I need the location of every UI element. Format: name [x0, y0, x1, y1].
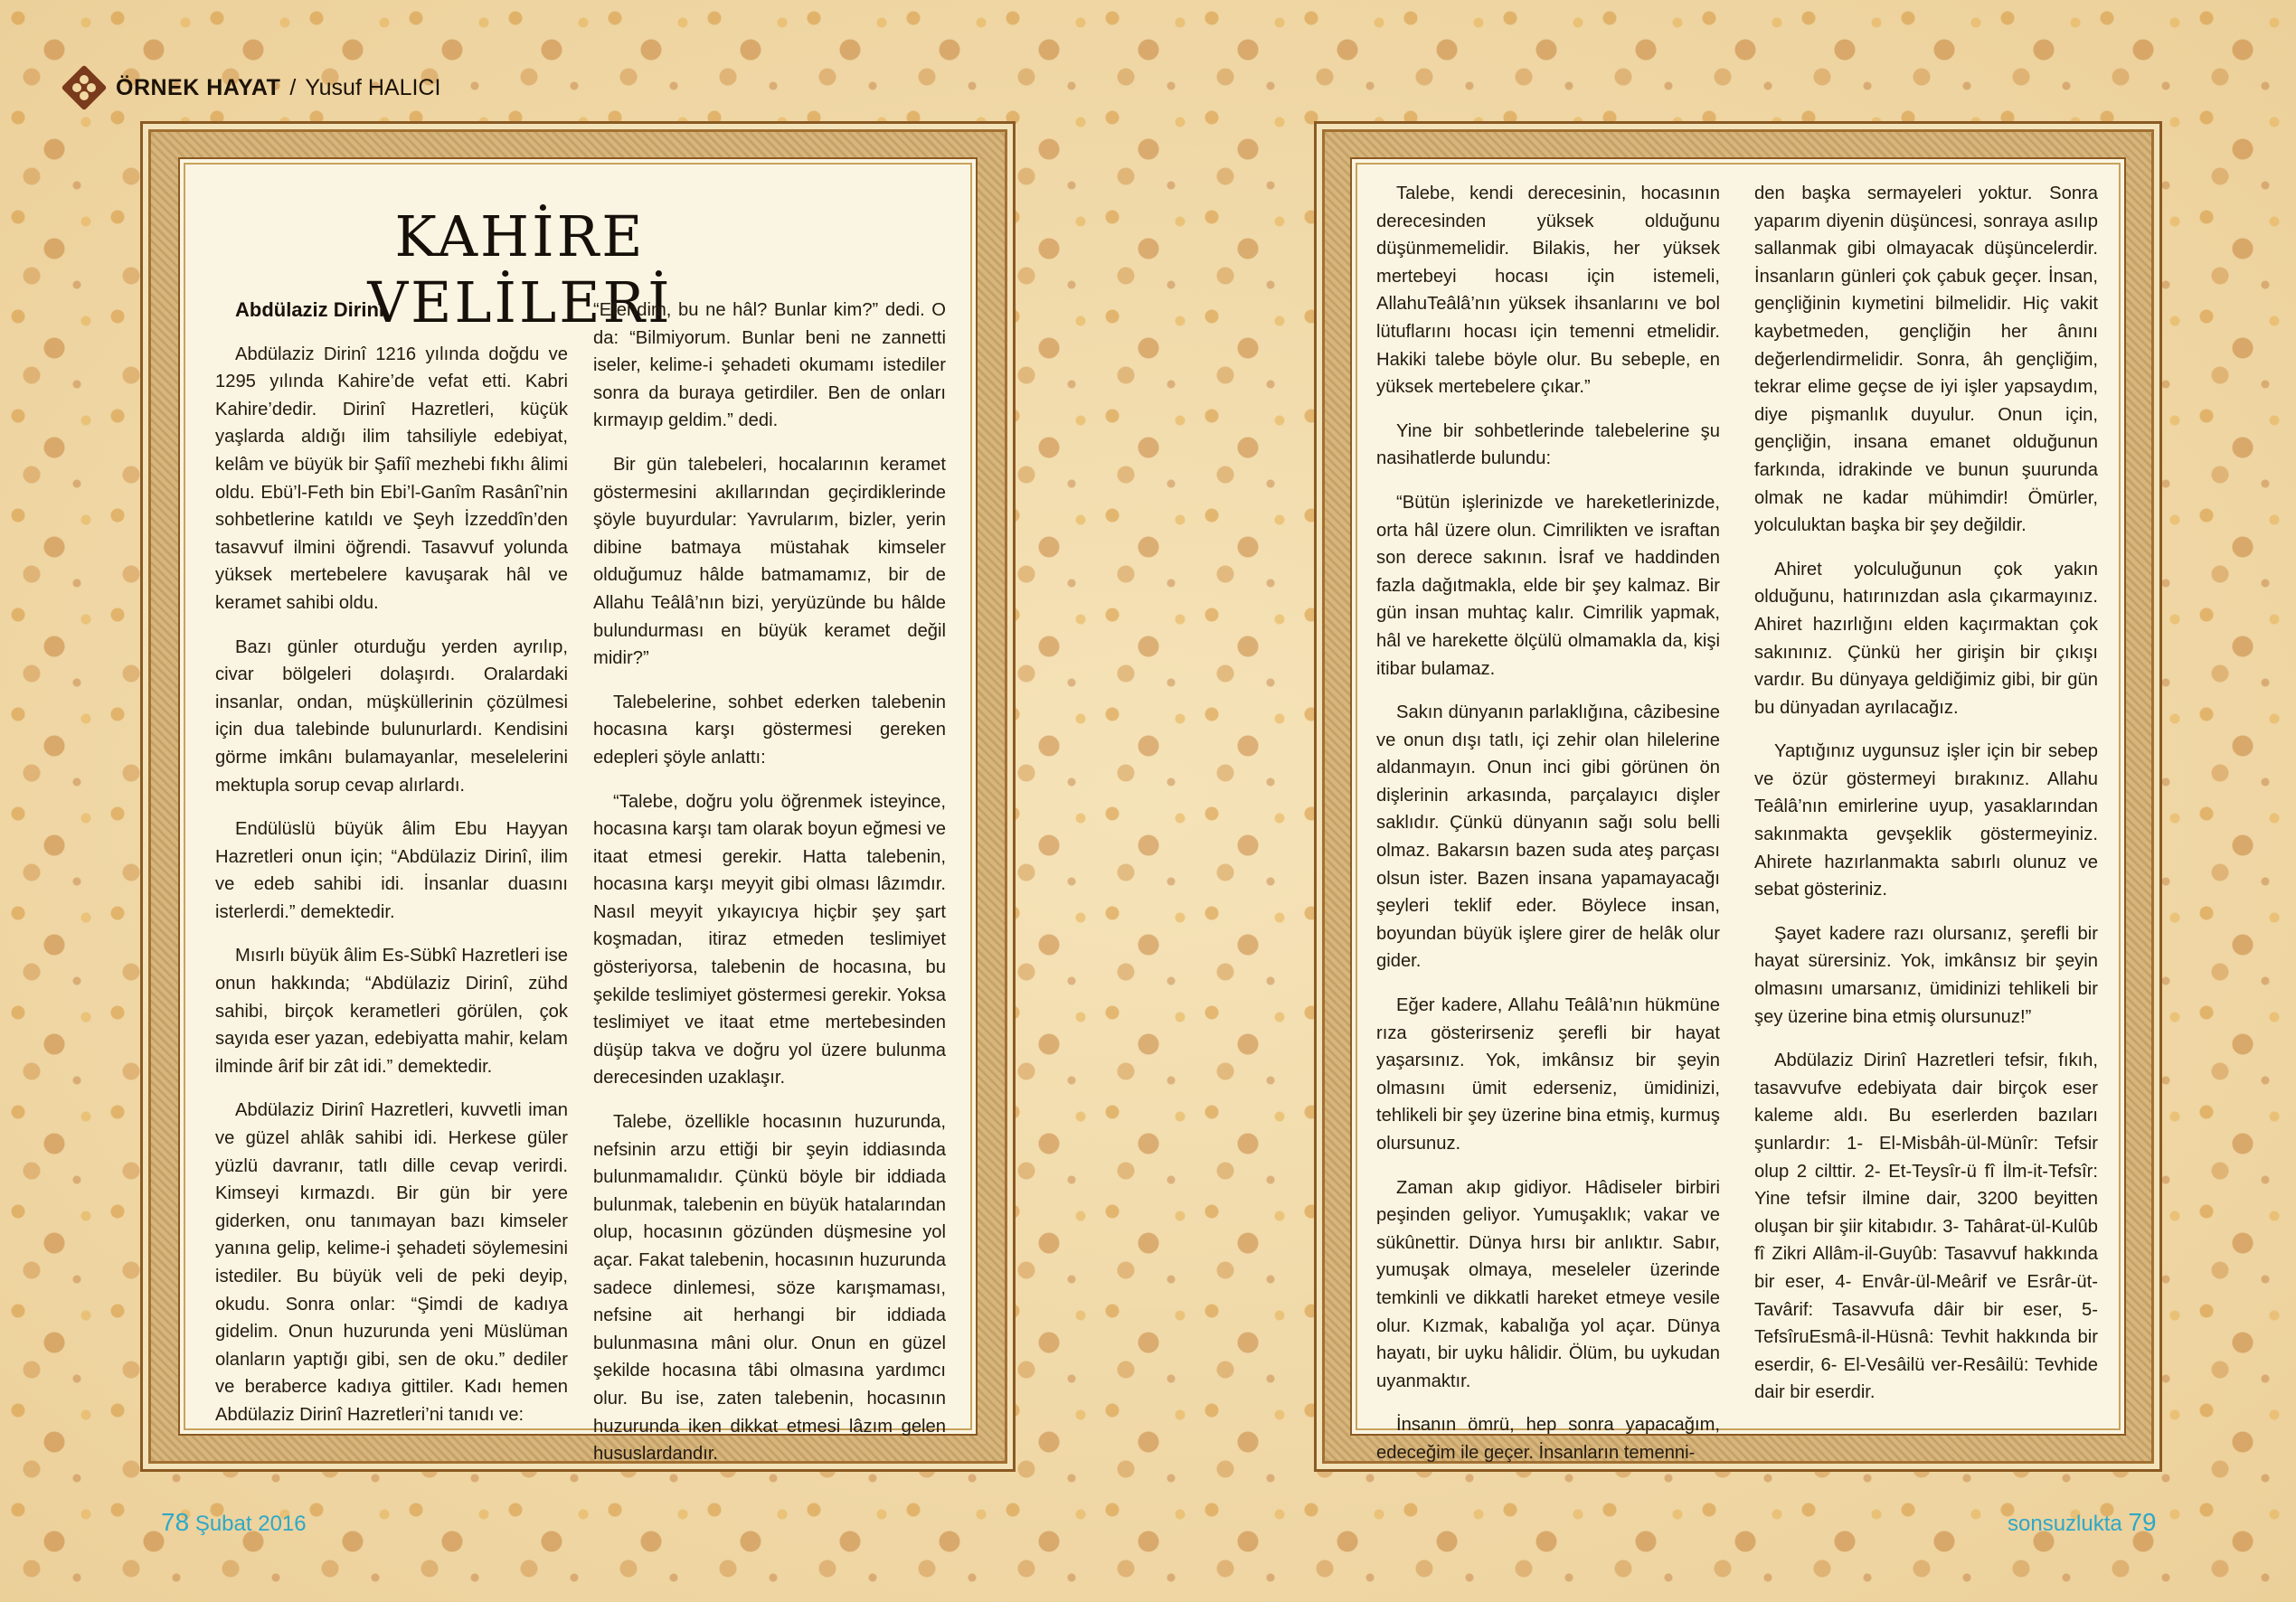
paragraph: Yine bir sohbetlerinde talebelerine şu nasihatlerde bulundu:	[1376, 420, 1720, 469]
text-column-3	[1376, 180, 1720, 1484]
text-column-1	[215, 297, 568, 1446]
footer-left	[161, 1508, 307, 1537]
paragraph: Abdülaziz Dirinî Hazretleri tefsir, fıkıh, tasavvufve edebiyata dair birçok eser kaleme aldı. Bu eserlerden bazıları şunlardır: 1- El-Misbâh-ül-Münîr: Tefsir olup 2 cilttir. 2- Et-Teysîr-ü fî İlm-it-Tefsîr: Yine tefsir ilmine dair, 3200 beyitten oluşan bir şiir kitabıdır. 3- Tahârat-ül-Kulûb fî Zikri Allâm-il-Guyûb: Tasavvuf hakkında bir eser, 4- Envâr-ül-Meârif ve Esrâr-üt-Tavârif: Tasavvufa dâir bir eser, 5- TefsîruEsmâ-il-Hüsnâ: Tevhit hakkında bir eserdir, 6- El-Vesâilü ver-Resâilü: Tevhide dair bir eserdir.	[1754, 1051, 2098, 1403]
page-header	[61, 65, 440, 110]
text-column-2	[593, 297, 946, 1484]
page-number-right: 79	[2128, 1508, 2157, 1536]
paragraph: Mısırlı büyük âlim Es-Sübkî Hazretleri ise onun hakkında; “Abdülaziz Dirinî, zühd sahibi, birçok kerametleri görülen, çok sayıda eser yazan, edebiyatta mahir, kelam ilminde ârif bir zât idi.” demektedir.	[215, 946, 568, 1077]
paragraph: Bir gün talebeleri, hocalarının keramet göstermesini akıllarından geçirdiklerinde şöyle buyurdular: Yavrularım, bizler, yerin dibine batmaya müstahak kimseler olduğumuz hâlde batmamamız, bir de Allahu Teâlâ’nın bizi, yeryüzünde bu hâlde bulundurması en büyük keramet değil midir?”	[593, 454, 946, 669]
paragraph: “Bütün işlerinizde ve hareketlerinizde, orta hâl üzere olun. Cimrilikten ve israftan son derece sakının. İsraf ve haddinden fazla dağıtmakla, elde bir şey kalmaz. Bir gün insan muhtaç kalır. Cimrilik yapmak, hâl ve harekette ölçülü olmamakla da, kişi itibar bulamaz.	[1376, 492, 1720, 679]
paragraph: den başka sermayeleri yoktur. Sonra yaparım diyenin düşüncesi, sonraya asılıp sallanmak gibi olmayacak düşüncelerdir. İnsanların günleri çok çabuk geçer. İnsan, gençliğinin kıymetini bilmelidir. Hiç vakit kaybetmeden, gençliğin her ânını değerlendirmelidir. Sonra, âh gençliğim, tekrar elime geçse de iyi işler yapsaydım, diye pişmanlık duyulur. Onun için, gençliğin, insana emanet olduğunun farkında, idrakinde ve bunun şuurunda olmak ne kadar mühimdir! Ömürler, yolculuktan başka bir şey değildir.	[1754, 184, 2098, 536]
article-subtitle: Abdülaziz Dirinî	[235, 298, 384, 321]
magazine-label: sonsuzlukta	[2008, 1512, 2122, 1536]
paragraph: Talebe, özellikle hocasının huzurunda, nefsinin arzu ettiği bir şeyin iddiasında bulunmamalıdır. Çünkü böyle bir iddiada bulunmak, talebenin en büyük hatalarından olup, hocasının gözünden düşmesine yol açar. Fakat talebenin, hocasının huzurunda sadece dinlemesi, söze karışmaması, nefsine ait herhangi bir iddiada bulunmasına mâni olur. Onun en güzel şekilde hocasına tâbi olmasına yardımcı olur. Bu ise, zaten talebenin, hocasının huzurunda iken dikkat etmesi lâzım gelen hususlardandır.	[593, 1112, 946, 1465]
paragraph: Talebelerine, sohbet ederken talebenin hocasına karşı göstermesi gereken edepleri şöyle anlattı:	[593, 692, 946, 768]
article-title: KAHİRE VELİLERİ	[367, 203, 673, 335]
paragraph: Endülüslü büyük âlim Ebu Hayyan Hazretleri onun için; “Abdülaziz Dirinî, ilim ve edeb sahibi idi. İnsanlar duasını isterlerdi.” demektedir.	[215, 819, 568, 922]
author-name: Yusuf HALICI	[305, 74, 441, 100]
paragraph: “Talebe, doğru yolu öğrenmek isteyince, hocasına karşı tam olarak boyun eğmesi ve itaat etmesi gerekir. Hatta talebenin, hocasına karşı meyyit gibi olması lâzımdır. Nasıl meyyit yıkayıcıya hiçbir şey şart koşmadan, itiraz etmeden teslimiyet gösteriyorsa, talebenin de hocasına, bu şekilde teslimiyet göstermesi gerekir. Yoksa teslimiyet ve itaat etme mertebesinden düşüp takva ve doğru yol üzere bulunma derecesinden uzaklaşır.	[593, 791, 946, 1088]
ornament-diamond-icon	[61, 65, 107, 110]
section-title: ÖRNEK HAYAT	[116, 74, 281, 100]
paragraph: Talebe, kendi derecesinin, hocasının derecesinden yüksek olduğunu düşünmemelidir. Bilakis, her yüksek mertebeyi hocası için istemeli, AllahuTeâlâ’nın yüksek ihsanlarını ve bol lütuflarını hocası için temenni etmelidir. Hakiki talebe böyle olur. Bu sebeple, en yüksek mertebelere çıkar.”	[1376, 184, 1720, 398]
header-separator: /	[289, 74, 297, 100]
paragraph: Bazı günler oturduğu yerden ayrılıp, civar bölgeleri dolaşırdı. Oralardaki insanlar, ondan, müşküllerinin çözülmesi için dua talebinde bulunurlardı. Kendisini görme imkânı bulamayanlar, meselelerini mektupla sorup cevap alırlardı.	[215, 636, 568, 796]
paragraph: Yaptığınız uygunsuz işler için bir sebep ve özür göstermeyi bırakınız. Allahu Teâlâ’nın emirlerine uyup, yasaklarından sakınmakta gevşeklik göstermeyiniz. Ahirete hazırlanmakta sabırlı olunuz ve sebat gösteriniz.	[1754, 741, 2098, 900]
paragraph: Zaman akıp gidiyor. Hâdiseler birbiri peşinden geliyor. Yumuşaklık; vakar ve sükûnettir. Dünya hırsı bir anlıktır. Sabır, yumuşak olmaya, meseleler üzerinde temkinli ve dikkatli hareket etmeye vesile olur. Kızmak, kabalığa yol açar. Dünya hayatı, bir uyku hâlidir. Ölüm, bu uykudan uyanmaktır.	[1376, 1177, 1720, 1391]
paragraph: Eğer kadere, Allahu Teâlâ’nın hükmüne rıza gösterirseniz şerefli bir hayat yaşarsınız. Yok, imkânsız bir şeyin olmasını ümit ederseniz, ümidinizi, tehlikeli bir şey üzerine bina etmiş, kurmuş olursunuz.	[1376, 995, 1720, 1154]
paragraph: Şayet kadere razı olursanız, şerefli bir hayat sürersiniz. Yok, imkânsız bir şeyin olmasını umarsanız, ümidinizi tehlikeli bir şey üzerine bina etmiş olursunuz!”	[1754, 923, 2098, 1027]
paragraph: Abdülaziz Dirinî Hazretleri, kuvvetli iman ve güzel ahlâk sahibi idi. Herkese güler yüzlü davranır, tatlı dille cevap verirdi. Kimseyi kırmazdı. Bir gün bir yere giderken, onu tanımayan bazı kimseler yanına gelip, kelime-i şehadeti söylemesini istediler. Bu büyük veli de peki deyip, okudu. Sonra onlar: “Şimdi de kadıya gidelim. Onun huzurunda yeni Müslüman olanların yaptığı gibi, sen de oku.” dediler ve beraberce kadıya gittiler. Kadı hemen Abdülaziz Dirinî Hazretleri’ni tanıdı ve:	[215, 1100, 568, 1425]
footer-right	[2008, 1508, 2157, 1537]
page-number-left: 78	[161, 1508, 190, 1536]
paragraph: “Efendim, bu ne hâl? Bunlar kim?” dedi. O da: “Bilmiyorum. Bunlar beni ne zannetti iseler, kelime-i şehadeti okumamı istediler sonra da buraya getirdiler. Ben de onları kırmayıp geldim.” dedi.	[593, 300, 946, 431]
paragraph: Ahiret yolculuğunun çok yakın olduğunu, hatırınızdan asla çıkarmayınız. Ahiret hazırlığını elden kaçırmaktan çok sakınınız. Çünkü her girişin bir çıkışı vardır. Bu dünyaya geldiğimiz gibi, bir gün bu dünyadan ayrılacağız.	[1754, 559, 2098, 718]
paragraph: Sakın dünyanın parlaklığına, câzibesine ve onun dışı tatlı, içi zehir olan hilelerine aldanmayın. Onun inci gibi görünen ön dişlerinin arkasında, parçalayıcı dişler saklıdır. Çünkü dünyanın sağı solu belli olmaz. Bakarsın bazen suda ateş parçası olsun ister. Bazen insana yapamayacağı şeyleri teklif eder. Böylece insan, boyundan büyük işlere girer de helâk olur gider.	[1376, 702, 1720, 972]
paragraph: Abdülaziz Dirinî 1216 yılında doğdu ve 1295 yılında Kahire’de vefat etti. Kabri Kahire’dedir. Dirinî Hazretleri, küçük yaşlarda aldığı ilim tahsiliyle edebiyat, kelâm ve büyük bir Şafiî mezhebi fıkhı âlimi oldu. Ebü’l-Feth bin Ebi’l-Ganîm Rasânî’nin sohbetlerine katıldı ve Şeyh İzzeddîn’den tasavvuf ilmini öğrendi. Tasavvuf yolunda yüksek mertebelere kavuşarak hâl ve keramet sahibi oldu.	[215, 344, 568, 613]
text-column-4	[1754, 180, 2098, 1423]
paragraph: İnsanın ömrü, hep sonra yapacağım, edeceğim ile geçer. İnsanların temenni-	[1376, 1415, 1720, 1463]
issue-label: Şubat 2016	[194, 1512, 307, 1536]
